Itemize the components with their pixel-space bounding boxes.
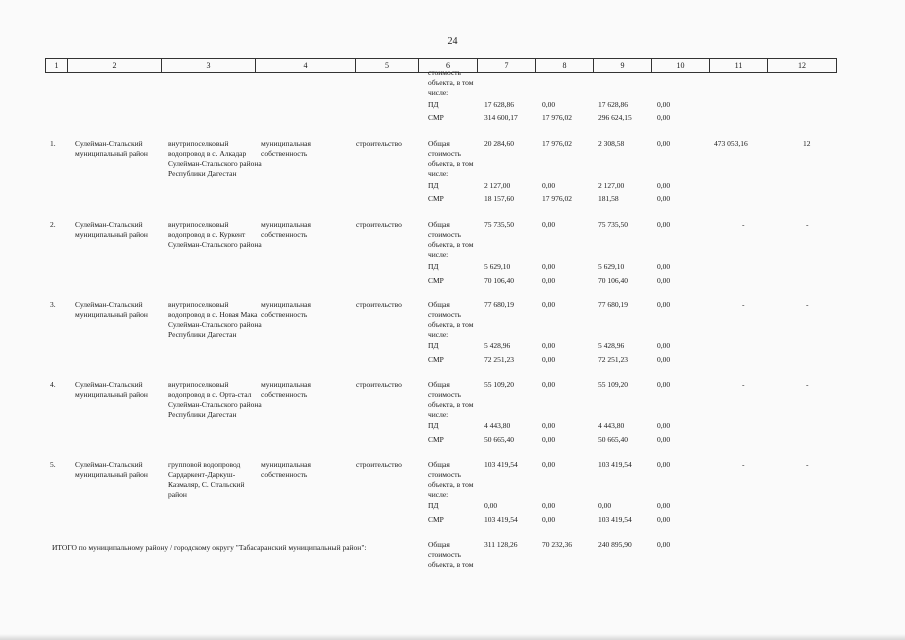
total-cost-label: Общая стоимость объекта, в том числе: (428, 139, 474, 178)
smr-c10: 0,00 (657, 435, 671, 444)
object-name: внутрипоселковый водопровод в с. Алкадар Сулейман-Стальского района Республики Дагестан (168, 139, 262, 178)
pd-label: ПД (428, 341, 439, 350)
pd-c8: 0,00 (542, 501, 556, 510)
smr-c9: 181,58 (598, 194, 619, 203)
continuation-label-line-3: числе: (428, 88, 449, 97)
total-c12: 12 (803, 139, 811, 148)
smr-c7: 50 665,40 (484, 435, 514, 444)
header-col-11: 11 (710, 59, 768, 72)
continuation-pd-label: ПД (428, 100, 439, 109)
object-name: внутрипоселковый водопровод в с. Новая Мака Сулейман-Стальского района Республики Дагестан (168, 300, 262, 339)
pd-c7: 0,00 (484, 501, 498, 510)
pd-c8: 0,00 (542, 181, 556, 190)
total-cost-label: Общая стоимость объекта, в том числе: (428, 220, 474, 259)
pd-c9: 4 443,80 (598, 421, 625, 430)
smr-c10: 0,00 (657, 276, 671, 285)
work-type: строительство (356, 139, 402, 148)
total-c10: 0,00 (657, 380, 671, 389)
total-c8: 0,00 (542, 300, 556, 309)
ownership: муниципальная собственность (261, 220, 311, 239)
smr-c9: 72 251,23 (598, 355, 628, 364)
total-cost-label: Общая стоимость объекта, в том числе: (428, 300, 474, 339)
continuation-smr-c9: 296 624,15 (598, 113, 632, 122)
total-c8: 17 976,02 (542, 139, 572, 148)
work-type: строительство (356, 220, 402, 229)
district-name: Сулейман-Стальский муниципальный район (75, 460, 148, 479)
smr-c8: 17 976,02 (542, 194, 572, 203)
total-c8: 0,00 (542, 380, 556, 389)
total-c9: 55 109,20 (598, 380, 628, 389)
smr-label: СМР (428, 194, 444, 203)
pd-c10: 0,00 (657, 262, 671, 271)
header-col-12: 12 (798, 61, 806, 70)
work-type: строительство (356, 460, 402, 469)
total-c12: - (806, 380, 809, 389)
header-col-1: 1 (46, 59, 68, 72)
header-col-3: 3 (162, 59, 256, 72)
object-name: внутрипоселковый водопровод в с. Куркент Сулейман-Стальского района (168, 220, 262, 249)
total-c7: 103 419,54 (484, 460, 518, 469)
pd-label: ПД (428, 421, 439, 430)
pd-c7: 5 428,96 (484, 341, 511, 350)
page-number: 24 (447, 36, 458, 47)
continuation-label-line-1: стоимость (428, 68, 461, 77)
row-number: 3. (50, 300, 56, 309)
smr-c10: 0,00 (657, 515, 671, 524)
grand-total-c8: 70 232,36 (542, 540, 572, 549)
continuation-smr-c7: 314 600,17 (484, 113, 518, 122)
smr-c9: 70 106,40 (598, 276, 628, 285)
ownership: муниципальная собственность (261, 380, 311, 399)
pd-label: ПД (428, 181, 439, 190)
pd-c10: 0,00 (657, 181, 671, 190)
continuation-smr-c8: 17 976,02 (542, 113, 572, 122)
total-c7: 75 735,50 (484, 220, 514, 229)
total-c10: 0,00 (657, 220, 671, 229)
pd-c8: 0,00 (542, 262, 556, 271)
pd-c9: 2 127,00 (598, 181, 625, 190)
pd-label: ПД (428, 262, 439, 271)
total-c12: - (806, 220, 809, 229)
grand-total-c9: 240 895,90 (598, 540, 632, 549)
row-number: 2. (50, 220, 56, 229)
smr-c10: 0,00 (657, 355, 671, 364)
work-type: строительство (356, 380, 402, 389)
continuation-label-line-2: объекта, в том (428, 78, 474, 87)
smr-c8: 0,00 (542, 435, 556, 444)
total-c9: 2 308,58 (598, 139, 625, 148)
total-c11: - (742, 220, 745, 229)
total-c8: 0,00 (542, 460, 556, 469)
total-c12: - (806, 300, 809, 309)
district-name: Сулейман-Стальский муниципальный район (75, 300, 148, 319)
total-c8: 0,00 (542, 220, 556, 229)
grand-total-c10: 0,00 (657, 540, 671, 549)
smr-c8: 0,00 (542, 515, 556, 524)
total-c10: 0,00 (657, 460, 671, 469)
row-number: 5. (50, 460, 56, 469)
grand-total-c7: 311 128,26 (484, 540, 518, 549)
pd-c8: 0,00 (542, 341, 556, 350)
smr-c9: 103 419,54 (598, 515, 632, 524)
pd-label: ПД (428, 501, 439, 510)
work-type: строительство (356, 300, 402, 309)
continuation-smr-c10: 0,00 (657, 113, 671, 122)
pd-c9: 5 629,10 (598, 262, 625, 271)
header-col-4: 4 (256, 59, 356, 72)
pd-c9: 5 428,96 (598, 341, 625, 350)
header-col-7: 7 (478, 59, 536, 72)
district-name: Сулейман-Стальский муниципальный район (75, 220, 148, 239)
row-number: 4. (50, 380, 56, 389)
header-col-6: 6 (419, 59, 478, 72)
smr-label: СМР (428, 355, 444, 364)
total-cost-label: Общая стоимость объекта, в том числе: (428, 380, 474, 419)
district-name: Сулейман-Стальский муниципальный район (75, 380, 148, 399)
smr-c7: 103 419,54 (484, 515, 518, 524)
total-c7: 77 680,19 (484, 300, 514, 309)
smr-c8: 0,00 (542, 276, 556, 285)
total-cost-label: Общая стоимость объекта, в том (428, 540, 474, 569)
continuation-smr-label: СМР (428, 113, 444, 122)
pd-c8: 0,00 (542, 421, 556, 430)
pd-c10: 0,00 (657, 341, 671, 350)
smr-label: СМР (428, 276, 444, 285)
smr-c7: 72 251,23 (484, 355, 514, 364)
pd-c7: 4 443,80 (484, 421, 511, 430)
smr-label: СМР (428, 435, 444, 444)
continuation-pd-c8: 0,00 (542, 100, 556, 109)
total-c10: 0,00 (657, 139, 671, 148)
pd-c7: 5 629,10 (484, 262, 511, 271)
total-c9: 103 419,54 (598, 460, 632, 469)
smr-c7: 70 106,40 (484, 276, 514, 285)
total-c11: - (742, 300, 745, 309)
total-c11: - (742, 460, 745, 469)
district-name: Сулейман-Стальский муниципальный район (75, 139, 148, 158)
scan-edge (0, 634, 905, 640)
ownership: муниципальная собственность (261, 300, 311, 319)
continuation-pd-c10: 0,00 (657, 100, 671, 109)
total-c11: 473 053,16 (714, 139, 748, 148)
total-c11: - (742, 380, 745, 389)
ownership: муниципальная собственность (261, 139, 311, 158)
pd-c10: 0,00 (657, 421, 671, 430)
smr-c8: 0,00 (542, 355, 556, 364)
header-col-8: 8 (536, 59, 594, 72)
continuation-pd-c9: 17 628,86 (598, 100, 628, 109)
object-name: групповой водопровод Сардаркент-Даркуш-Казмаляр, С. Стальский район (168, 460, 245, 499)
header-col-5: 5 (356, 59, 419, 72)
total-cost-label: Общая стоимость объекта, в том числе: (428, 460, 474, 499)
total-c7: 20 284,60 (484, 139, 514, 148)
row-number: 1. (50, 139, 56, 148)
continuation-pd-c7: 17 628,86 (484, 100, 514, 109)
pd-c10: 0,00 (657, 501, 671, 510)
smr-c7: 18 157,60 (484, 194, 514, 203)
total-label: ИТОГО по муниципальному району / городскому округу "Табасаранский муниципальный район": (52, 543, 367, 552)
smr-label: СМР (428, 515, 444, 524)
header-col-2: 2 (68, 59, 162, 72)
ownership: муниципальная собственность (261, 460, 311, 479)
header-col-9: 9 (594, 59, 652, 72)
total-c10: 0,00 (657, 300, 671, 309)
smr-c10: 0,00 (657, 194, 671, 203)
header-col-10: 10 (652, 59, 710, 72)
total-c9: 77 680,19 (598, 300, 628, 309)
pd-c9: 0,00 (598, 501, 612, 510)
pd-c7: 2 127,00 (484, 181, 511, 190)
total-c12: - (806, 460, 809, 469)
smr-c9: 50 665,40 (598, 435, 628, 444)
total-c7: 55 109,20 (484, 380, 514, 389)
total-c9: 75 735,50 (598, 220, 628, 229)
object-name: внутрипоселковый водопровод в с. Орта-стал Сулейман-Стальского района Республики Дагестан (168, 380, 262, 419)
